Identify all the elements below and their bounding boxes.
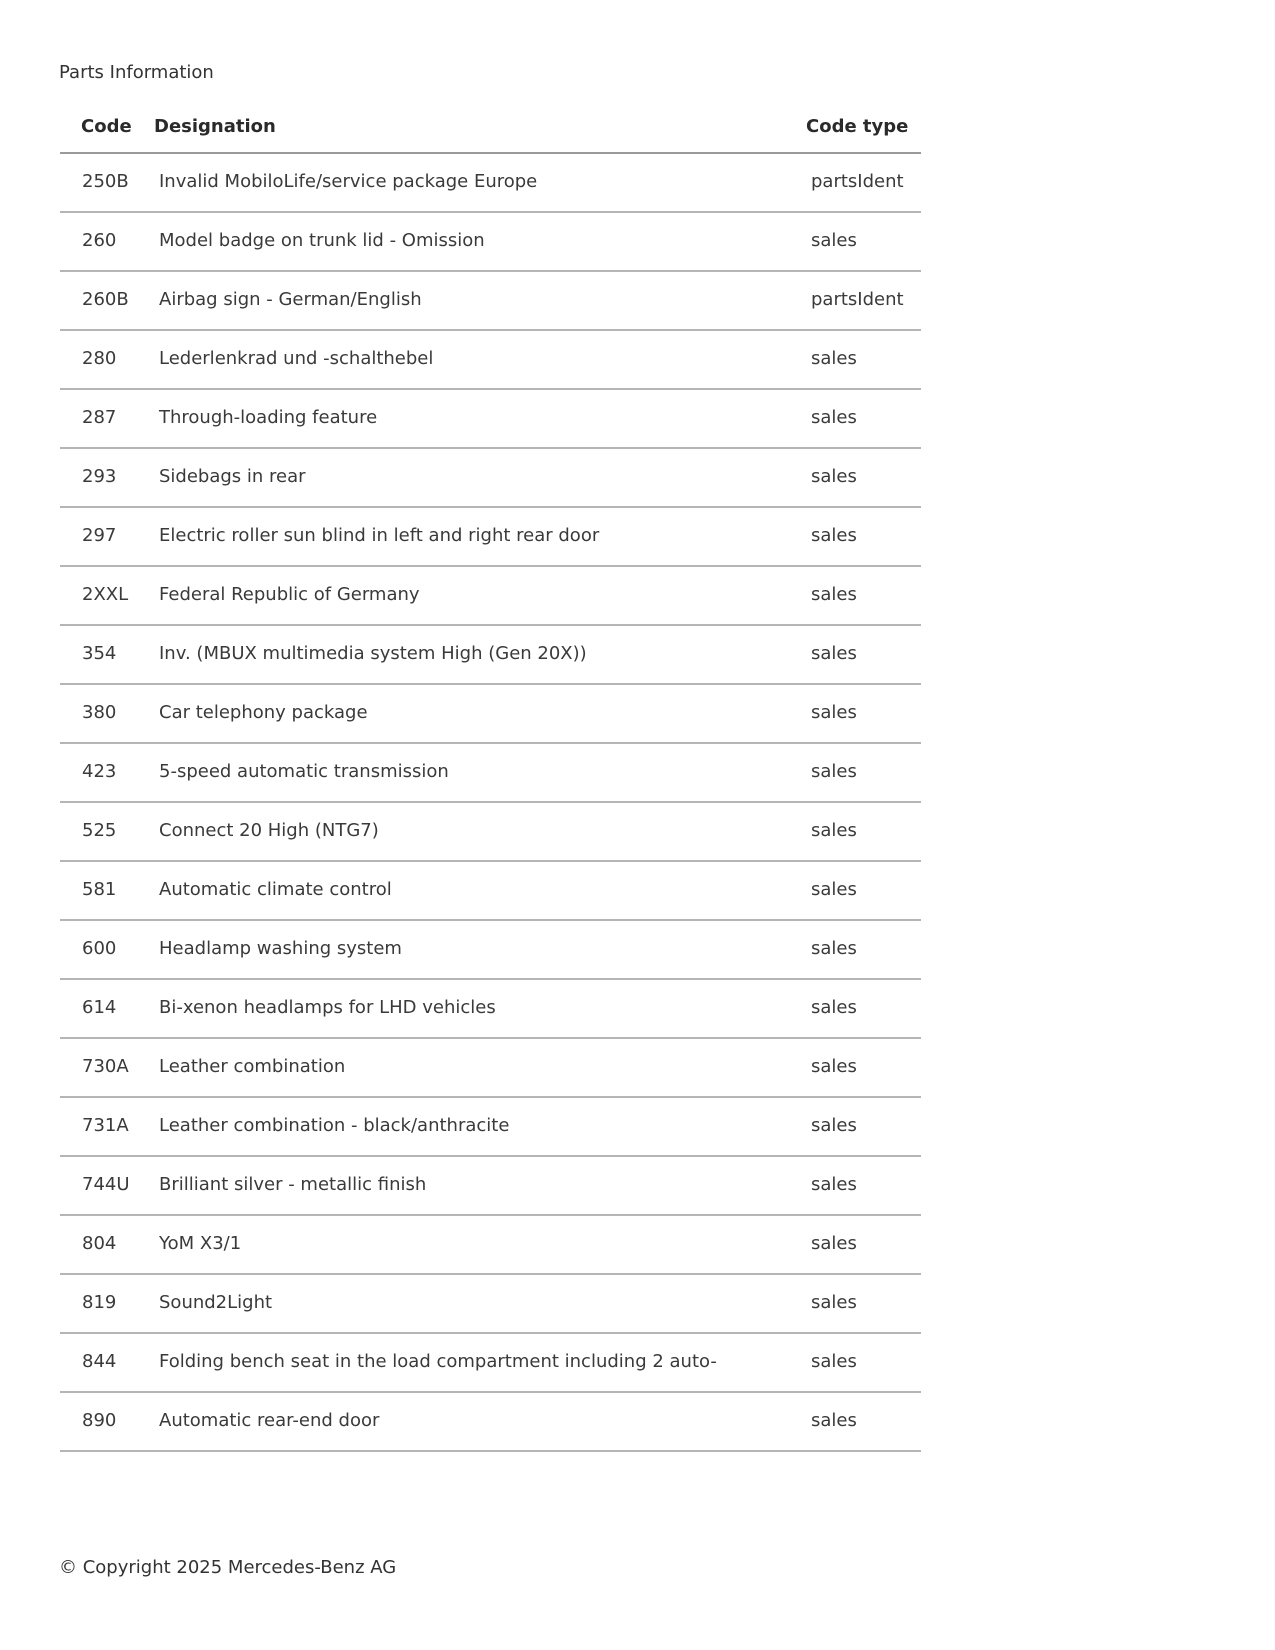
cell-code-type: sales (811, 820, 857, 841)
table-row (60, 1157, 921, 1216)
cell-code: 2XXL (82, 584, 129, 605)
cell-designation: Leather combination - black/anthracite (159, 1115, 510, 1136)
cell-code-type: sales (811, 348, 857, 369)
cell-code: 280 (82, 348, 117, 369)
page-title: Parts Information (59, 62, 214, 83)
cell-designation: 5-speed automatic transmission (159, 761, 449, 782)
table-row (60, 1275, 921, 1334)
cell-designation: Automatic rear-end door (159, 1410, 380, 1431)
copyright-footer: © Copyright 2025 Mercedes-Benz AG (59, 1557, 397, 1578)
table-row (60, 213, 921, 272)
table-body (60, 154, 921, 1452)
cell-code: 581 (82, 879, 117, 900)
cell-designation: Electric roller sun blind in left and right rear door (159, 525, 600, 546)
table-row (60, 449, 921, 508)
table-row (60, 744, 921, 803)
table-row (60, 980, 921, 1039)
cell-code: 890 (82, 1410, 117, 1431)
cell-code: 600 (82, 938, 117, 959)
table-row (60, 567, 921, 626)
cell-code-type: sales (811, 879, 857, 900)
cell-code-type: partsIdent (811, 171, 904, 192)
cell-code-type: sales (811, 1410, 857, 1431)
cell-designation: Headlamp washing system (159, 938, 402, 959)
cell-code: 819 (82, 1292, 117, 1313)
cell-code: 730A (82, 1056, 129, 1077)
cell-designation: Leather combination (159, 1056, 346, 1077)
cell-code-type: sales (811, 938, 857, 959)
cell-code-type: sales (811, 1174, 857, 1195)
cell-designation: Connect 20 High (NTG7) (159, 820, 379, 841)
cell-code-type: sales (811, 1292, 857, 1313)
cell-code: 731A (82, 1115, 129, 1136)
cell-designation: Through-loading feature (159, 407, 378, 428)
cell-code-type: sales (811, 702, 857, 723)
cell-designation: Brilliant silver - metallic finish (159, 1174, 427, 1195)
table-row (60, 508, 921, 567)
table-row (60, 272, 921, 331)
cell-code: 844 (82, 1351, 117, 1372)
table-header-row (60, 106, 921, 154)
cell-code: 804 (82, 1233, 117, 1254)
cell-code: 423 (82, 761, 117, 782)
cell-designation: Federal Republic of Germany (159, 584, 420, 605)
cell-designation: Bi-xenon headlamps for LHD vehicles (159, 997, 496, 1018)
cell-code-type: sales (811, 230, 857, 251)
cell-designation: Invalid MobiloLife/service package Europe (159, 171, 538, 192)
cell-code: 525 (82, 820, 117, 841)
table-row (60, 154, 921, 213)
cell-designation: Automatic climate control (159, 879, 392, 900)
column-header-designation: Designation (154, 116, 276, 137)
cell-code: 614 (82, 997, 117, 1018)
cell-code: 287 (82, 407, 117, 428)
cell-code: 260 (82, 230, 117, 251)
cell-code: 260B (82, 289, 129, 310)
table-row (60, 626, 921, 685)
parts-table (60, 106, 921, 1452)
cell-code-type: sales (811, 466, 857, 487)
cell-code-type: sales (811, 761, 857, 782)
cell-designation: Model badge on trunk lid - Omission (159, 230, 485, 251)
cell-designation: Inv. (MBUX multimedia system High (Gen 20X)) (159, 643, 587, 664)
table-row (60, 331, 921, 390)
cell-code: 293 (82, 466, 117, 487)
table-row (60, 685, 921, 744)
cell-designation: Sound2Light (159, 1292, 273, 1313)
table-row (60, 862, 921, 921)
cell-code-type: sales (811, 584, 857, 605)
cell-code: 380 (82, 702, 117, 723)
cell-code: 297 (82, 525, 117, 546)
cell-code-type: sales (811, 997, 857, 1018)
cell-code: 354 (82, 643, 117, 664)
table-row (60, 1098, 921, 1157)
cell-designation: Sidebags in rear (159, 466, 306, 487)
cell-code-type: sales (811, 1233, 857, 1254)
table-row (60, 1039, 921, 1098)
cell-code-type: sales (811, 1115, 857, 1136)
cell-code: 744U (82, 1174, 130, 1195)
table-row (60, 1393, 921, 1452)
cell-code-type: sales (811, 1056, 857, 1077)
table-row (60, 390, 921, 449)
table-row (60, 921, 921, 980)
cell-designation: Lederlenkrad und -schalthebel (159, 348, 434, 369)
column-header-code: Code (81, 116, 132, 137)
cell-code-type: sales (811, 525, 857, 546)
column-header-code-type: Code type (806, 116, 909, 137)
cell-designation: Folding bench seat in the load compartment including 2 auto- (159, 1351, 717, 1372)
cell-code-type: sales (811, 407, 857, 428)
table-row (60, 1334, 921, 1393)
cell-designation: Car telephony package (159, 702, 368, 723)
cell-designation: Airbag sign - German/English (159, 289, 422, 310)
cell-code-type: partsIdent (811, 289, 904, 310)
cell-designation: YoM X3/1 (159, 1233, 242, 1254)
cell-code: 250B (82, 171, 129, 192)
table-row (60, 1216, 921, 1275)
table-row (60, 803, 921, 862)
cell-code-type: sales (811, 1351, 857, 1372)
cell-code-type: sales (811, 643, 857, 664)
